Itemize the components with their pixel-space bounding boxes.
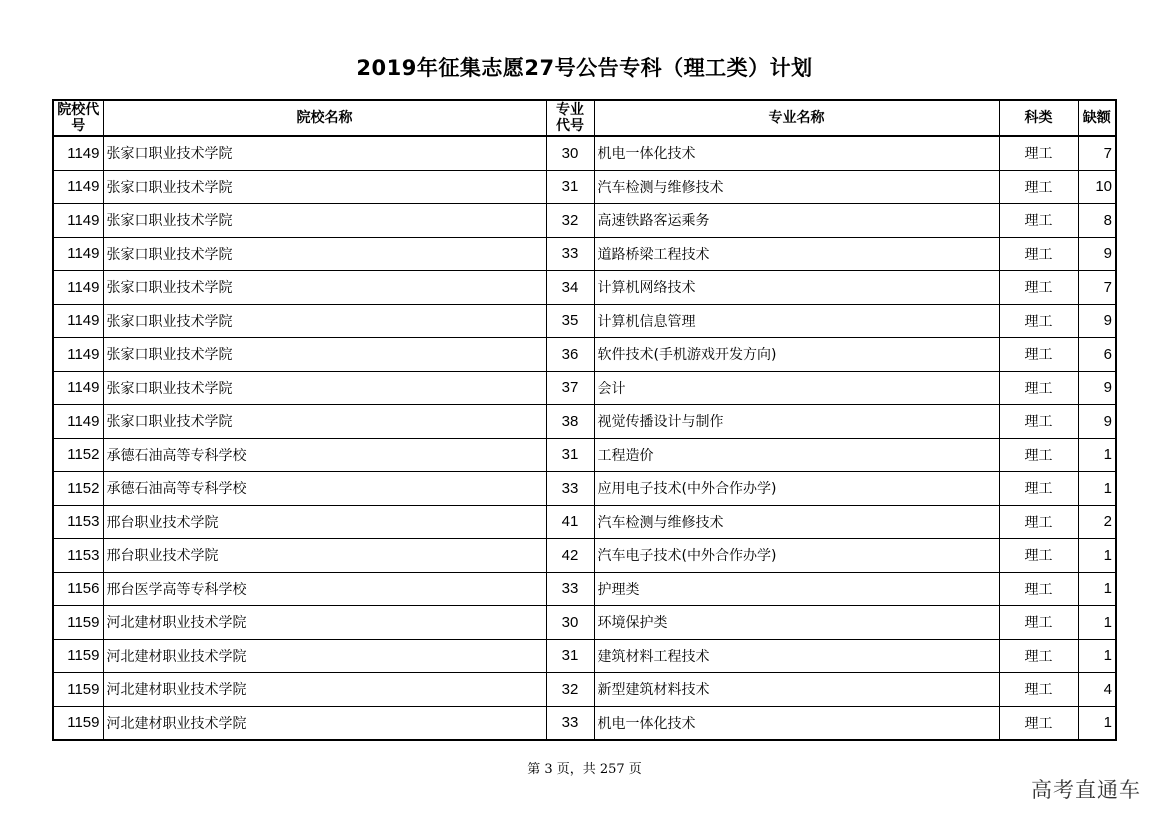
table-header-row bbox=[53, 100, 1116, 136]
cell-category: 理工 bbox=[999, 271, 1078, 305]
cell-major-name: 建筑材料工程技术 bbox=[594, 639, 999, 673]
cell-major-name: 护理类 bbox=[594, 572, 999, 606]
cell-category: 理工 bbox=[999, 706, 1078, 740]
header-major-code: 专业代号 bbox=[546, 100, 594, 136]
cell-major-name: 新型建筑材料技术 bbox=[594, 673, 999, 707]
table-row bbox=[53, 438, 1116, 472]
table-row bbox=[53, 639, 1116, 673]
cell-school-code: 1149 bbox=[53, 237, 103, 271]
cell-school-name: 河北建材职业技术学院 bbox=[103, 639, 546, 673]
cell-quota: 10 bbox=[1078, 170, 1116, 204]
cell-major-name: 软件技术(手机游戏开发方向) bbox=[594, 338, 999, 372]
cell-major-code: 36 bbox=[546, 338, 594, 372]
header-quota: 缺额 bbox=[1078, 100, 1116, 136]
table-row bbox=[53, 673, 1116, 707]
cell-school-code: 1159 bbox=[53, 606, 103, 640]
cell-school-name: 张家口职业技术学院 bbox=[103, 304, 546, 338]
cell-major-code: 31 bbox=[546, 170, 594, 204]
cell-major-code: 35 bbox=[546, 304, 594, 338]
table-row bbox=[53, 204, 1116, 238]
table-row bbox=[53, 304, 1116, 338]
cell-major-name: 会计 bbox=[594, 371, 999, 405]
table-row bbox=[53, 472, 1116, 506]
cell-school-name: 张家口职业技术学院 bbox=[103, 371, 546, 405]
cell-quota: 1 bbox=[1078, 606, 1116, 640]
enrollment-plan-table bbox=[52, 99, 1117, 741]
cell-major-name: 计算机信息管理 bbox=[594, 304, 999, 338]
table-row bbox=[53, 505, 1116, 539]
cell-category: 理工 bbox=[999, 136, 1078, 170]
page-title: 2019年征集志愿27号公告专科（理工类）计划 bbox=[356, 56, 813, 80]
table-row bbox=[53, 405, 1116, 439]
cell-school-name: 承德石油高等专科学校 bbox=[103, 438, 546, 472]
cell-quota: 1 bbox=[1078, 639, 1116, 673]
cell-quota: 1 bbox=[1078, 472, 1116, 506]
cell-category: 理工 bbox=[999, 539, 1078, 573]
cell-quota: 6 bbox=[1078, 338, 1116, 372]
table-row bbox=[53, 572, 1116, 606]
header-school-name: 院校名称 bbox=[103, 100, 546, 136]
cell-quota: 9 bbox=[1078, 304, 1116, 338]
cell-quota: 9 bbox=[1078, 371, 1116, 405]
cell-school-code: 1159 bbox=[53, 706, 103, 740]
watermark-text: 高考直通车 bbox=[1031, 778, 1141, 802]
cell-category: 理工 bbox=[999, 371, 1078, 405]
cell-major-code: 34 bbox=[546, 271, 594, 305]
cell-major-name: 环境保护类 bbox=[594, 606, 999, 640]
cell-major-code: 30 bbox=[546, 606, 594, 640]
cell-school-code: 1149 bbox=[53, 405, 103, 439]
cell-school-name: 张家口职业技术学院 bbox=[103, 237, 546, 271]
cell-major-name: 视觉传播设计与制作 bbox=[594, 405, 999, 439]
cell-school-name: 承德石油高等专科学校 bbox=[103, 472, 546, 506]
table-row bbox=[53, 338, 1116, 372]
cell-major-code: 42 bbox=[546, 539, 594, 573]
cell-school-code: 1153 bbox=[53, 539, 103, 573]
table-row bbox=[53, 606, 1116, 640]
cell-category: 理工 bbox=[999, 673, 1078, 707]
cell-category: 理工 bbox=[999, 338, 1078, 372]
cell-school-code: 1149 bbox=[53, 338, 103, 372]
cell-school-name: 河北建材职业技术学院 bbox=[103, 706, 546, 740]
cell-school-code: 1149 bbox=[53, 271, 103, 305]
cell-major-code: 33 bbox=[546, 237, 594, 271]
cell-category: 理工 bbox=[999, 438, 1078, 472]
cell-school-code: 1153 bbox=[53, 505, 103, 539]
cell-quota: 4 bbox=[1078, 673, 1116, 707]
cell-school-code: 1149 bbox=[53, 136, 103, 170]
cell-major-code: 33 bbox=[546, 706, 594, 740]
cell-major-name: 高速铁路客运乘务 bbox=[594, 204, 999, 238]
cell-school-code: 1152 bbox=[53, 438, 103, 472]
cell-major-name: 机电一体化技术 bbox=[594, 706, 999, 740]
cell-category: 理工 bbox=[999, 572, 1078, 606]
cell-school-code: 1152 bbox=[53, 472, 103, 506]
cell-category: 理工 bbox=[999, 170, 1078, 204]
cell-school-code: 1159 bbox=[53, 639, 103, 673]
cell-school-name: 张家口职业技术学院 bbox=[103, 338, 546, 372]
cell-major-name: 道路桥梁工程技术 bbox=[594, 237, 999, 271]
cell-quota: 9 bbox=[1078, 237, 1116, 271]
cell-school-name: 张家口职业技术学院 bbox=[103, 170, 546, 204]
cell-category: 理工 bbox=[999, 304, 1078, 338]
cell-major-name: 应用电子技术(中外合作办学) bbox=[594, 472, 999, 506]
cell-category: 理工 bbox=[999, 405, 1078, 439]
cell-major-code: 37 bbox=[546, 371, 594, 405]
cell-school-name: 张家口职业技术学院 bbox=[103, 204, 546, 238]
cell-major-code: 31 bbox=[546, 438, 594, 472]
cell-school-code: 1149 bbox=[53, 170, 103, 204]
cell-school-name: 张家口职业技术学院 bbox=[103, 271, 546, 305]
cell-quota: 2 bbox=[1078, 505, 1116, 539]
cell-major-name: 汽车检测与维修技术 bbox=[594, 170, 999, 204]
cell-major-code: 33 bbox=[546, 572, 594, 606]
table-row bbox=[53, 706, 1116, 740]
page-footer: 第 3 页，共 257 页 bbox=[527, 762, 642, 777]
cell-school-code: 1149 bbox=[53, 204, 103, 238]
cell-category: 理工 bbox=[999, 606, 1078, 640]
header-major-name: 专业名称 bbox=[594, 100, 999, 136]
cell-major-name: 工程造价 bbox=[594, 438, 999, 472]
cell-quota: 8 bbox=[1078, 204, 1116, 238]
cell-school-code: 1156 bbox=[53, 572, 103, 606]
cell-school-code: 1159 bbox=[53, 673, 103, 707]
cell-major-code: 31 bbox=[546, 639, 594, 673]
cell-school-name: 河北建材职业技术学院 bbox=[103, 606, 546, 640]
table-body bbox=[53, 136, 1116, 740]
cell-major-code: 32 bbox=[546, 204, 594, 238]
cell-major-code: 41 bbox=[546, 505, 594, 539]
cell-category: 理工 bbox=[999, 639, 1078, 673]
cell-major-code: 38 bbox=[546, 405, 594, 439]
cell-category: 理工 bbox=[999, 472, 1078, 506]
table-row bbox=[53, 170, 1116, 204]
cell-school-code: 1149 bbox=[53, 304, 103, 338]
table-row bbox=[53, 371, 1116, 405]
header-category: 科类 bbox=[999, 100, 1078, 136]
cell-school-name: 邢台医学高等专科学校 bbox=[103, 572, 546, 606]
cell-major-name: 汽车检测与维修技术 bbox=[594, 505, 999, 539]
cell-major-name: 汽车电子技术(中外合作办学) bbox=[594, 539, 999, 573]
cell-category: 理工 bbox=[999, 237, 1078, 271]
cell-school-name: 张家口职业技术学院 bbox=[103, 405, 546, 439]
cell-quota: 1 bbox=[1078, 706, 1116, 740]
cell-major-code: 30 bbox=[546, 136, 594, 170]
cell-category: 理工 bbox=[999, 505, 1078, 539]
cell-quota: 7 bbox=[1078, 136, 1116, 170]
cell-major-name: 计算机网络技术 bbox=[594, 271, 999, 305]
table-row bbox=[53, 136, 1116, 170]
cell-school-name: 张家口职业技术学院 bbox=[103, 136, 546, 170]
cell-major-name: 机电一体化技术 bbox=[594, 136, 999, 170]
cell-school-name: 河北建材职业技术学院 bbox=[103, 673, 546, 707]
header-school-code: 院校代号 bbox=[53, 100, 103, 136]
cell-school-code: 1149 bbox=[53, 371, 103, 405]
table-row bbox=[53, 539, 1116, 573]
cell-major-code: 33 bbox=[546, 472, 594, 506]
cell-quota: 7 bbox=[1078, 271, 1116, 305]
table-row bbox=[53, 237, 1116, 271]
cell-quota: 1 bbox=[1078, 438, 1116, 472]
cell-school-name: 邢台职业技术学院 bbox=[103, 505, 546, 539]
cell-school-name: 邢台职业技术学院 bbox=[103, 539, 546, 573]
cell-category: 理工 bbox=[999, 204, 1078, 238]
cell-quota: 9 bbox=[1078, 405, 1116, 439]
cell-major-code: 32 bbox=[546, 673, 594, 707]
cell-quota: 1 bbox=[1078, 572, 1116, 606]
cell-quota: 1 bbox=[1078, 539, 1116, 573]
table-row bbox=[53, 271, 1116, 305]
